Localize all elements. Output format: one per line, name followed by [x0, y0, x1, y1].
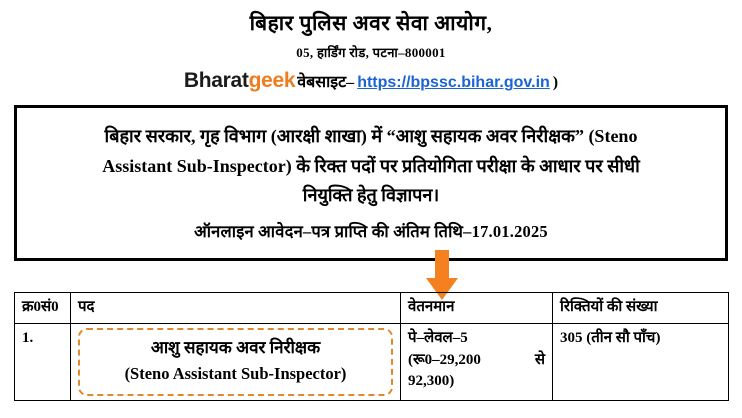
pay-range-left: (रू0–29,200 [408, 351, 481, 368]
logo-text-geek: geek [248, 69, 296, 93]
website-link[interactable]: https://bpssc.bihar.gov.in [357, 74, 550, 92]
cell-serial: 1. [15, 323, 71, 400]
notice-line-3: नियुक्ति हेतु विज्ञापन। [302, 185, 440, 206]
document-header [0, 0, 742, 93]
cell-pay [401, 323, 553, 400]
column-header-pay: वेतनमान [401, 293, 553, 324]
column-header-post: पद [71, 293, 401, 324]
notice-line-1: बिहार सरकार, गृह विभाग (आरक्षी शाखा) में “आशु सहायक अवर निरीक्षक” (Steno [104, 126, 638, 146]
notice-line-2: Assistant Sub-Inspector) के रिक्त पदों पर प्रतियोगिता परीक्षा के आधार पर सीधी [102, 155, 640, 176]
notice-box [14, 105, 728, 261]
column-header-vacancies: रिक्तियों की संख्या [553, 293, 729, 324]
closing-paren: ) [552, 74, 559, 92]
logo-text-bharat: Bharat [183, 69, 249, 93]
pay-range-mid: से [534, 351, 545, 368]
website-label: वेबसाइट– [297, 74, 355, 92]
organization-name: बिहार पुलिस अवर सेवा आयोग, [249, 11, 493, 35]
pay-range-right: 92,300) [408, 373, 455, 390]
cell-post [71, 323, 401, 400]
table-row [15, 323, 729, 400]
organization-address: 05, हार्डिंग रोड, पटना–800001 [296, 45, 446, 61]
post-name-english: (Steno Assistant Sub-Inspector) [124, 364, 347, 384]
post-highlight-box [78, 328, 393, 396]
post-name-hindi: आशु सहायक अवर निरीक्षक [150, 337, 321, 357]
bharatgeek-logo [184, 69, 295, 93]
vacancy-table-container [14, 292, 728, 401]
pay-level: पे–लेवल–5 [408, 329, 468, 346]
column-header-serial: क्र0सं0 [15, 293, 71, 324]
vacancy-table [14, 292, 729, 401]
pay-range-first-line [408, 350, 545, 372]
cell-vacancies: 305 (तीन सौ पाँच) [553, 323, 729, 400]
website-line [0, 69, 742, 93]
notice-last-date: ऑनलाइन आवेदन–पत्र प्राप्ति की अंतिम तिथि–17.01.2025 [194, 222, 548, 242]
table-header-row [15, 293, 729, 324]
